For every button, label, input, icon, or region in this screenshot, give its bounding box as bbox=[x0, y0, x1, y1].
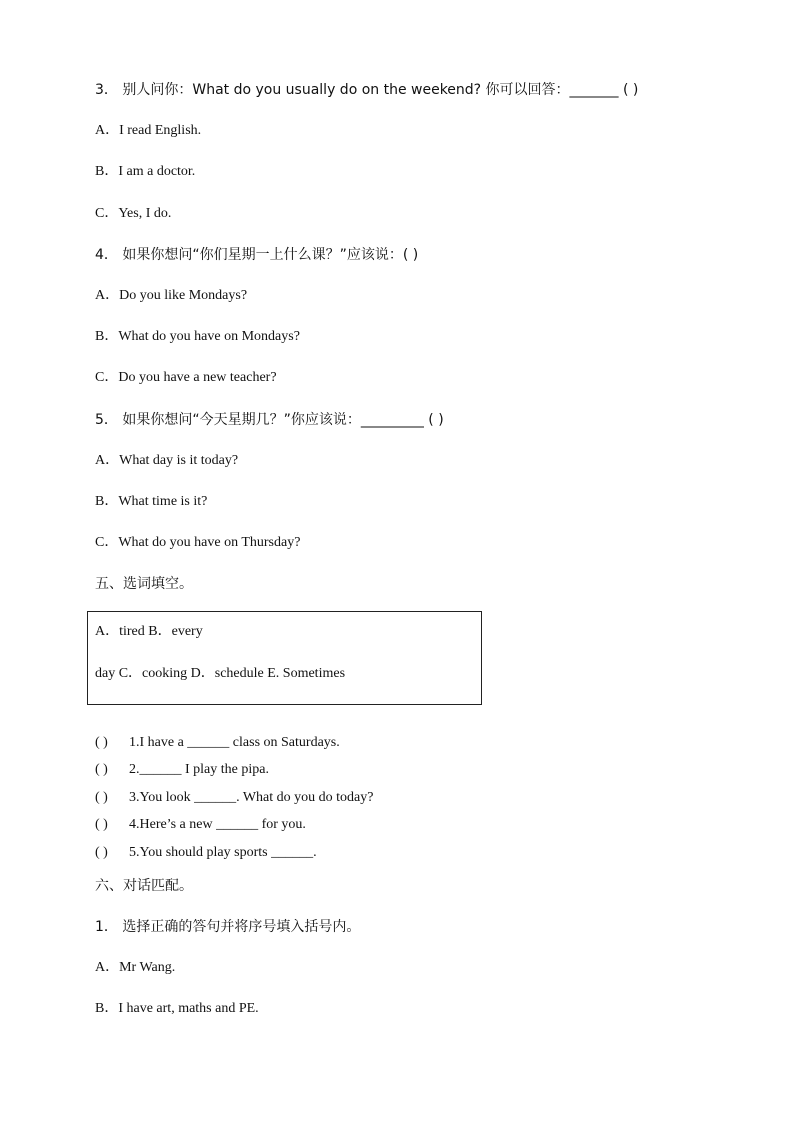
question-4-option-a: A．Do you like Mondays? bbox=[95, 288, 248, 303]
answer-parens: ( ) bbox=[95, 845, 108, 860]
fill-item-text: 3.You look ______. What do you do today? bbox=[129, 790, 374, 805]
question-3-option-b: B．I am a doctor. bbox=[95, 164, 196, 179]
section-6-option-a: A．Mr Wang. bbox=[95, 960, 176, 975]
question-5-option-a: A．What day is it today? bbox=[95, 453, 239, 468]
word-bank-line-1: A．tired B．every bbox=[95, 624, 203, 639]
fill-item-3 bbox=[95, 789, 373, 807]
question-3-option-c: C．Yes, I do. bbox=[95, 206, 172, 221]
answer-parens: ( ) bbox=[95, 790, 108, 805]
fill-item-text: 2.______ I play the pipa. bbox=[129, 762, 269, 777]
section-6-title: 六、对话匹配。 bbox=[95, 878, 193, 894]
question-5-stem: 5． 如果你想问“今天星期几？”你应该说：_________ ( ) bbox=[95, 412, 444, 428]
fill-item-2 bbox=[95, 761, 269, 779]
question-3-stem: 3． 别人问你：What do you usually do on the weekend? 你可以回答：_______ ( ) bbox=[95, 82, 639, 98]
fill-item-5 bbox=[95, 844, 317, 862]
fill-item-4 bbox=[95, 816, 306, 834]
fill-item-1 bbox=[95, 734, 340, 752]
section-5-title: 五、选词填空。 bbox=[95, 576, 193, 592]
question-5-option-c: C．What do you have on Thursday? bbox=[95, 535, 301, 550]
section-6-question-1: 1． 选择正确的答句并将序号填入括号内。 bbox=[95, 919, 361, 935]
section-6-option-b: B．I have art, maths and PE. bbox=[95, 1001, 259, 1016]
fill-item-text: 4.Here’s a new ______ for you. bbox=[129, 817, 306, 832]
fill-item-text: 5.You should play sports ______. bbox=[129, 845, 317, 860]
question-4-option-c: C．Do you have a new teacher? bbox=[95, 370, 277, 385]
question-4-option-b: B．What do you have on Mondays? bbox=[95, 329, 300, 344]
answer-parens: ( ) bbox=[95, 735, 108, 750]
answer-parens: ( ) bbox=[95, 817, 108, 832]
question-5-option-b: B．What time is it? bbox=[95, 494, 208, 509]
answer-parens: ( ) bbox=[95, 762, 108, 777]
word-bank-line-2: day C．cooking D．schedule E. Sometimes bbox=[95, 666, 346, 681]
question-3-option-a: A．I read English. bbox=[95, 123, 202, 138]
fill-item-text: 1.I have a ______ class on Saturdays. bbox=[129, 735, 340, 750]
question-4-stem: 4． 如果你想问“你们星期一上什么课？”应该说：( ) bbox=[95, 247, 419, 263]
